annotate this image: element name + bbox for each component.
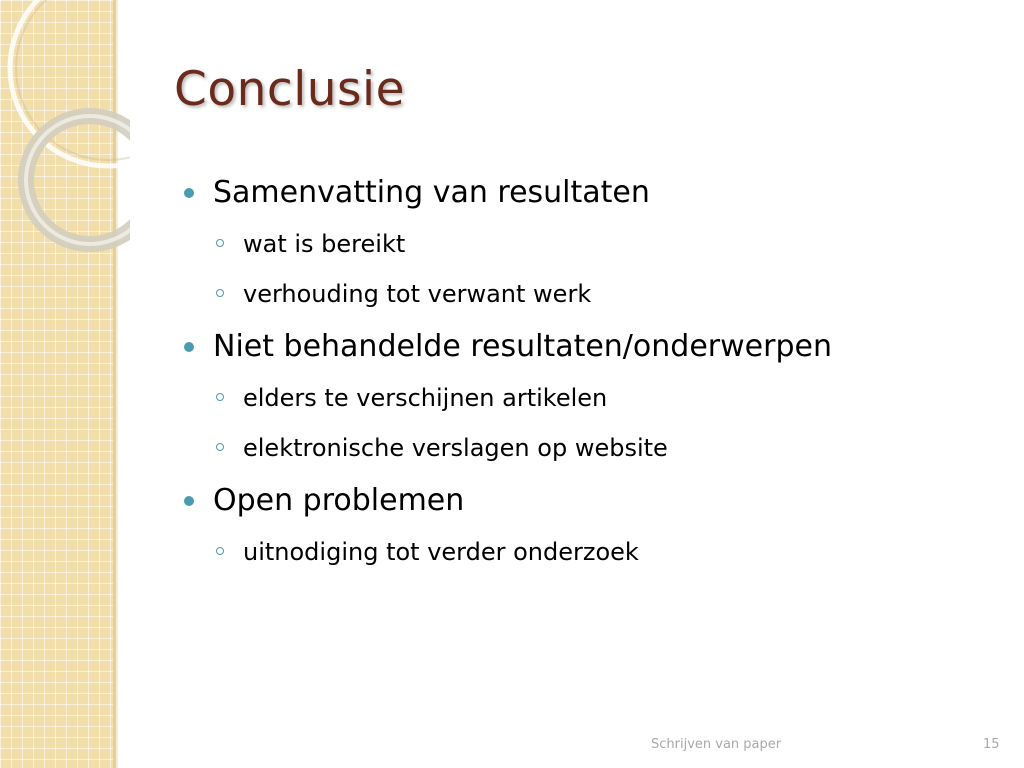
- footer-label: Schrijven van paper: [651, 737, 782, 752]
- sub-bullet-text: elektronische verslagen op website: [243, 434, 668, 462]
- page-number: 15: [983, 737, 1000, 752]
- bullet-item: [182, 326, 982, 380]
- sub-bullet-item: [182, 380, 982, 430]
- sub-bullet-item: [182, 276, 982, 326]
- sub-bullet-text: wat is bereikt: [243, 230, 406, 258]
- sub-bullet-item: [182, 534, 982, 584]
- decorative-ring-small-highlight: [26, 116, 130, 244]
- bullet-ring-icon: [216, 443, 224, 451]
- decorative-ring-large: [10, 0, 130, 166]
- bullet-item: [182, 480, 982, 534]
- sub-bullet-item: [182, 430, 982, 480]
- sub-bullet-text: verhouding tot verwant werk: [243, 280, 592, 308]
- bullet-ring-icon: [216, 393, 224, 401]
- bullet-list: [182, 172, 982, 584]
- bullet-ring-icon: [216, 289, 224, 297]
- bullet-dot-icon: [184, 342, 194, 352]
- bullet-ring-icon: [216, 547, 224, 555]
- bullet-text: Open problemen: [213, 483, 465, 518]
- slide-title: Conclusie: [174, 62, 406, 117]
- bullet-text: Niet behandelde resultaten/onderwerpen: [213, 329, 832, 364]
- bullet-text: Samenvatting van resultaten: [213, 175, 650, 210]
- bullet-ring-icon: [216, 239, 224, 247]
- bullet-dot-icon: [184, 496, 194, 506]
- bullet-item: [182, 172, 982, 226]
- bullet-dot-icon: [184, 188, 194, 198]
- sub-bullet-text: uitnodiging tot verder onderzoek: [243, 538, 639, 566]
- decorative-rings: [0, 0, 130, 260]
- sub-bullet-item: [182, 226, 982, 276]
- sub-bullet-text: elders te verschijnen artikelen: [243, 384, 608, 412]
